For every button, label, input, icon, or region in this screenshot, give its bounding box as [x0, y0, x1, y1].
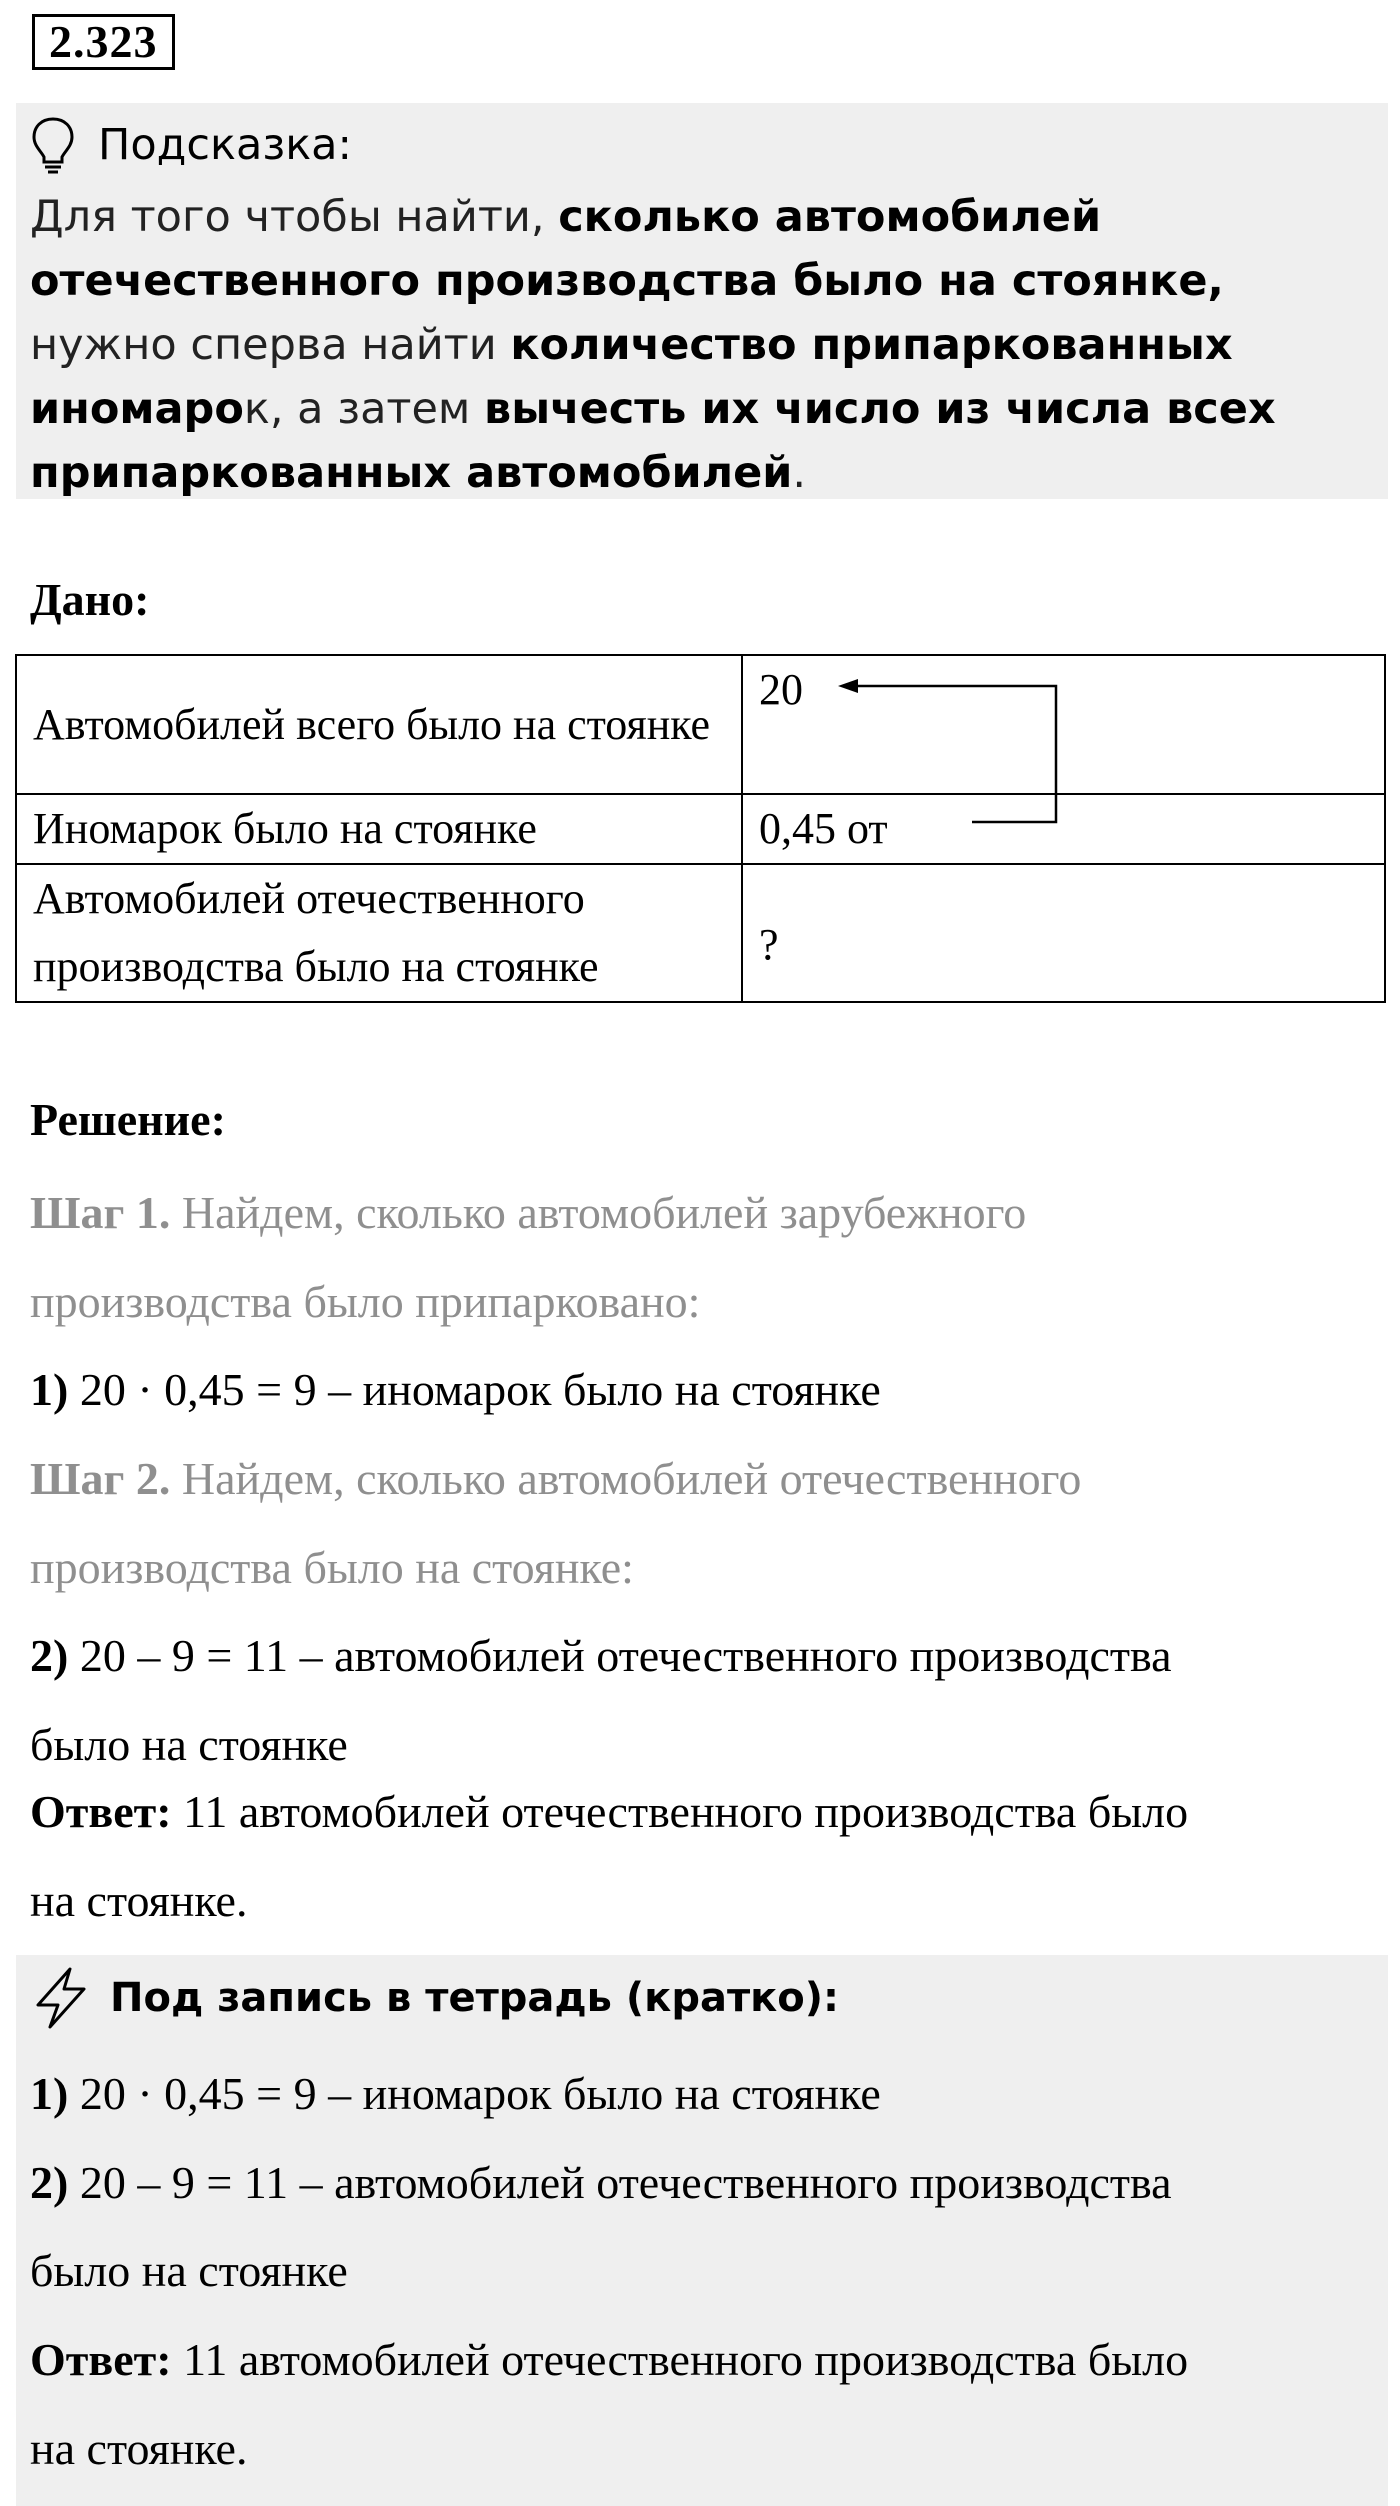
hint-text	[30, 185, 1360, 505]
calc1-line	[30, 1345, 881, 1434]
notebook-calc2-label: 2)	[30, 2157, 69, 2208]
notebook-answer-line-2: на стоянке.	[30, 2423, 248, 2474]
given-table	[15, 654, 1386, 1003]
solution-title: Решение:	[30, 1094, 226, 1145]
calc1-text: 20 · 0,45 = 9 – иномарок было на стоянке	[68, 1364, 881, 1415]
step2-label: Шаг 2.	[30, 1453, 171, 1504]
lightning-icon	[30, 1965, 92, 2031]
answer-line	[30, 1767, 1188, 1856]
answer-label: Ответ:	[30, 1786, 172, 1837]
table-cell-label: Автомобилей всего было на стоянке	[16, 655, 742, 794]
notebook-title: Под запись в тетрадь (кратко):	[110, 1975, 840, 2021]
calc2-label: 2)	[30, 1630, 69, 1681]
step1-label: Шаг 1.	[30, 1187, 171, 1238]
table-row	[16, 655, 1385, 794]
table-cell-value: 0,45 от	[742, 794, 1385, 864]
step1-text: Найдем, сколько автомобилей зарубежного	[170, 1187, 1027, 1238]
answer-text: 11 автомобилей отечественного производства было	[171, 1786, 1189, 1837]
calc2-line-2: было на стоянке	[30, 1719, 348, 1770]
step1-line-2: производства было припарковано:	[30, 1276, 701, 1327]
notebook-calc1-text: 20 · 0,45 = 9 – иномарок было на стоянке	[68, 2068, 881, 2119]
step2-text: Найдем, сколько автомобилей отечественного	[170, 1453, 1082, 1504]
hint-text-part: Для того чтобы найти,	[30, 192, 559, 242]
hint-text-part: к, а затем	[243, 384, 485, 434]
table-cell-label: Иномарок было на стоянке	[16, 794, 742, 864]
table-cell-label: Автомобилей отечественного производства было на стоянке	[16, 864, 742, 1002]
notebook-calc1-label: 1)	[30, 2068, 69, 2119]
hint-text-part: количество припаркованных иномаро	[30, 320, 1233, 434]
calc2-text: 20 – 9 = 11 – автомобилей отечественного производства	[68, 1630, 1172, 1681]
hint-text-part: нужно сперва найти	[30, 320, 511, 370]
calc1-label: 1)	[30, 1364, 69, 1415]
answer-line-2: на стоянке.	[30, 1875, 248, 1926]
hint-text-part: .	[792, 448, 807, 498]
table-row	[16, 794, 1385, 864]
notebook-answer-label: Ответ:	[30, 2334, 172, 2385]
given-title: Дано:	[30, 574, 150, 625]
notebook-calc2-text: 20 – 9 = 11 – автомобилей отечественного производства	[68, 2157, 1172, 2208]
hint-title: Подсказка:	[98, 120, 353, 170]
table-cell-value: 20	[742, 655, 1385, 794]
table-cell-value: ?	[742, 864, 1385, 1002]
hint-text-part: сколько автомобилей отечественного производства было на стоянке,	[30, 192, 1224, 306]
step2-line-2: производства было на стоянке:	[30, 1542, 634, 1593]
notebook-answer-line	[30, 2315, 1188, 2404]
task-number: 2.323	[32, 14, 175, 70]
hint-text-part: вычесть их число из числа всех припаркованных автомобилей	[30, 384, 1276, 498]
calc2-line	[30, 1611, 1172, 1700]
step1-line	[30, 1168, 1026, 1257]
table-row	[16, 864, 1385, 1002]
notebook-calc2-line-2: было на стоянке	[30, 2245, 348, 2296]
notebook-calc1-line	[30, 2049, 881, 2138]
notebook-calc2-line	[30, 2138, 1172, 2227]
notebook-answer-text: 11 автомобилей отечественного производства было	[171, 2334, 1189, 2385]
lightbulb-icon	[30, 116, 76, 176]
step2-line	[30, 1434, 1081, 1523]
